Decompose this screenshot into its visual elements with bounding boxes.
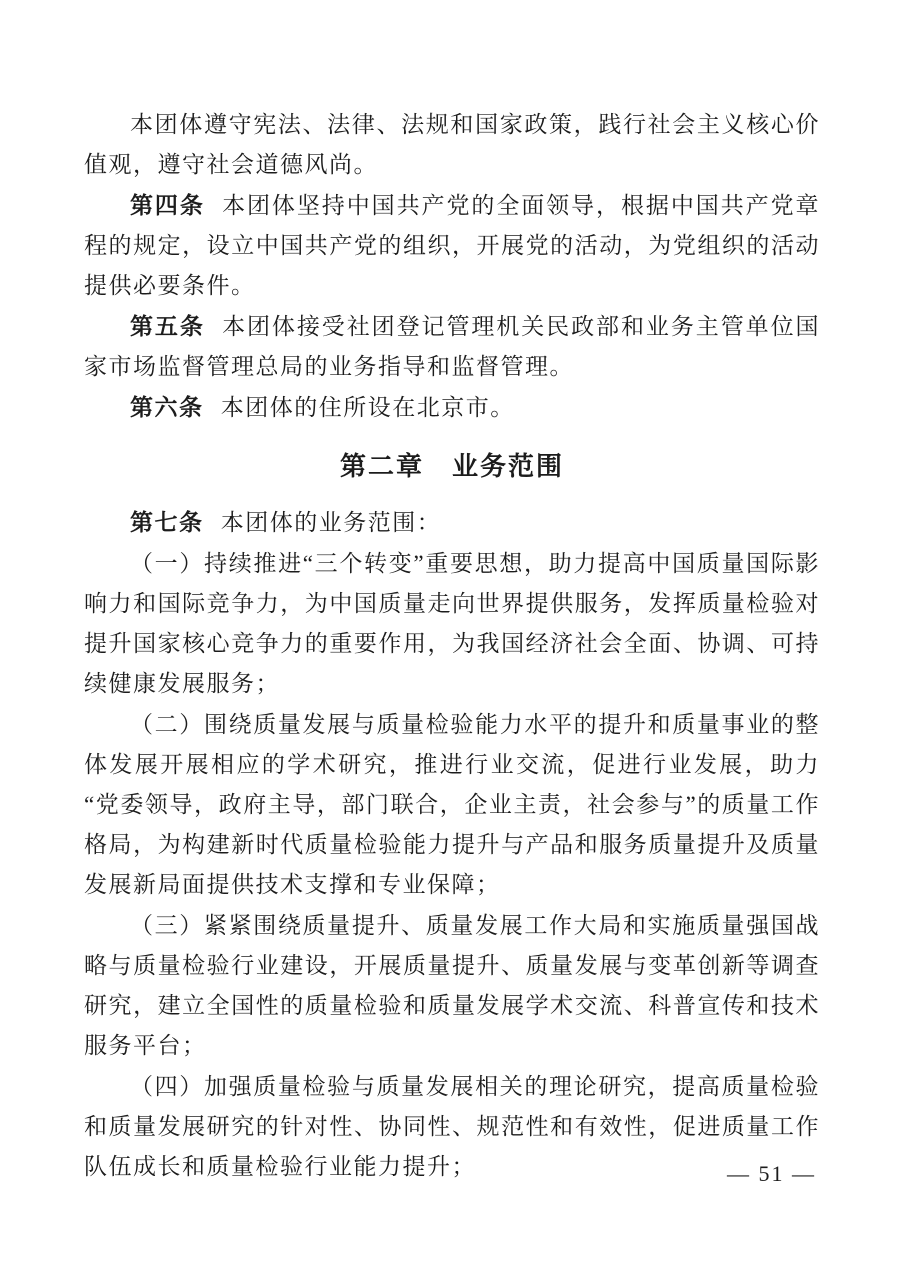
article-label: 第四条: [130, 192, 205, 218]
paragraph-text: 本团体坚持中国共产党的全面领导，根据中国共产党章程的规定，设立中国共产党的组织，开展党的活动，为党组织的活动提供必要条件。: [84, 193, 821, 298]
paragraph-article-5: [84, 306, 820, 387]
paragraph-text: 本团体的业务范围：: [220, 510, 442, 535]
paragraph-text: （三）紧紧围绕质量提升、质量发展工作大局和实施质量强国战略与质量检验行业建设，开展质量提升、质量发展与变革创新等调查研究，建立全国性的质量检验和质量发展学术交流、科普宣传和技术服务平台；: [84, 913, 820, 1058]
paragraph-item-3: [84, 905, 820, 1066]
paragraph-item-4: [84, 1066, 820, 1187]
paragraph-text: （一）持续推进“三个转变”重要思想，助力提高中国质量国际影响力和国际竞争力，为中国质量走向世界提供服务，发挥质量检验对提升国家核心竞争力的重要作用，为我国经济社会全面、协调、可持续健康发展服务；: [84, 551, 820, 696]
paragraph-article-7: [84, 502, 820, 543]
page-number: — 51 —: [727, 1161, 816, 1186]
paragraph-text: 本团体遵守宪法、法律、法规和国家政策，践行社会主义核心价值观，遵守社会道德风尚。: [84, 112, 820, 177]
paragraph-article-4: [84, 185, 820, 306]
paragraph-article-6: [84, 387, 820, 428]
paragraph-continuation: [84, 104, 820, 185]
chapter-heading: 第二章 业务范围: [339, 451, 564, 481]
article-label: 第五条: [130, 313, 205, 339]
paragraph-text: （二）围绕质量发展与质量检验能力水平的提升和质量事业的整体发展开展相应的学术研究，推进行业交流，促进行业发展，助力“党委领导，政府主导，部门联合，企业主责，社会参与”的质量工作格局，为构建新时代质量检验能力提升与产品和服务质量提升及质量发展新局面提供技术支撑和专业保障；: [84, 712, 820, 897]
paragraph-item-2: [84, 704, 820, 905]
paragraph-item-1: [84, 543, 820, 704]
paragraph-text: 本团体的住所设在北京市。: [220, 395, 515, 420]
article-label: 第七条: [130, 509, 204, 535]
paragraph-text: （四）加强质量检验与质量发展相关的理论研究，提高质量检验和质量发展研究的针对性、协同性、规范性和有效性，促进质量工作队伍成长和质量检验行业能力提升；: [84, 1074, 820, 1179]
article-label: 第六条: [130, 394, 204, 420]
paragraph-text: 本团体接受社团登记管理机关民政部和业务主管单位国家市场监督管理总局的业务指导和监督管理。: [84, 314, 821, 379]
